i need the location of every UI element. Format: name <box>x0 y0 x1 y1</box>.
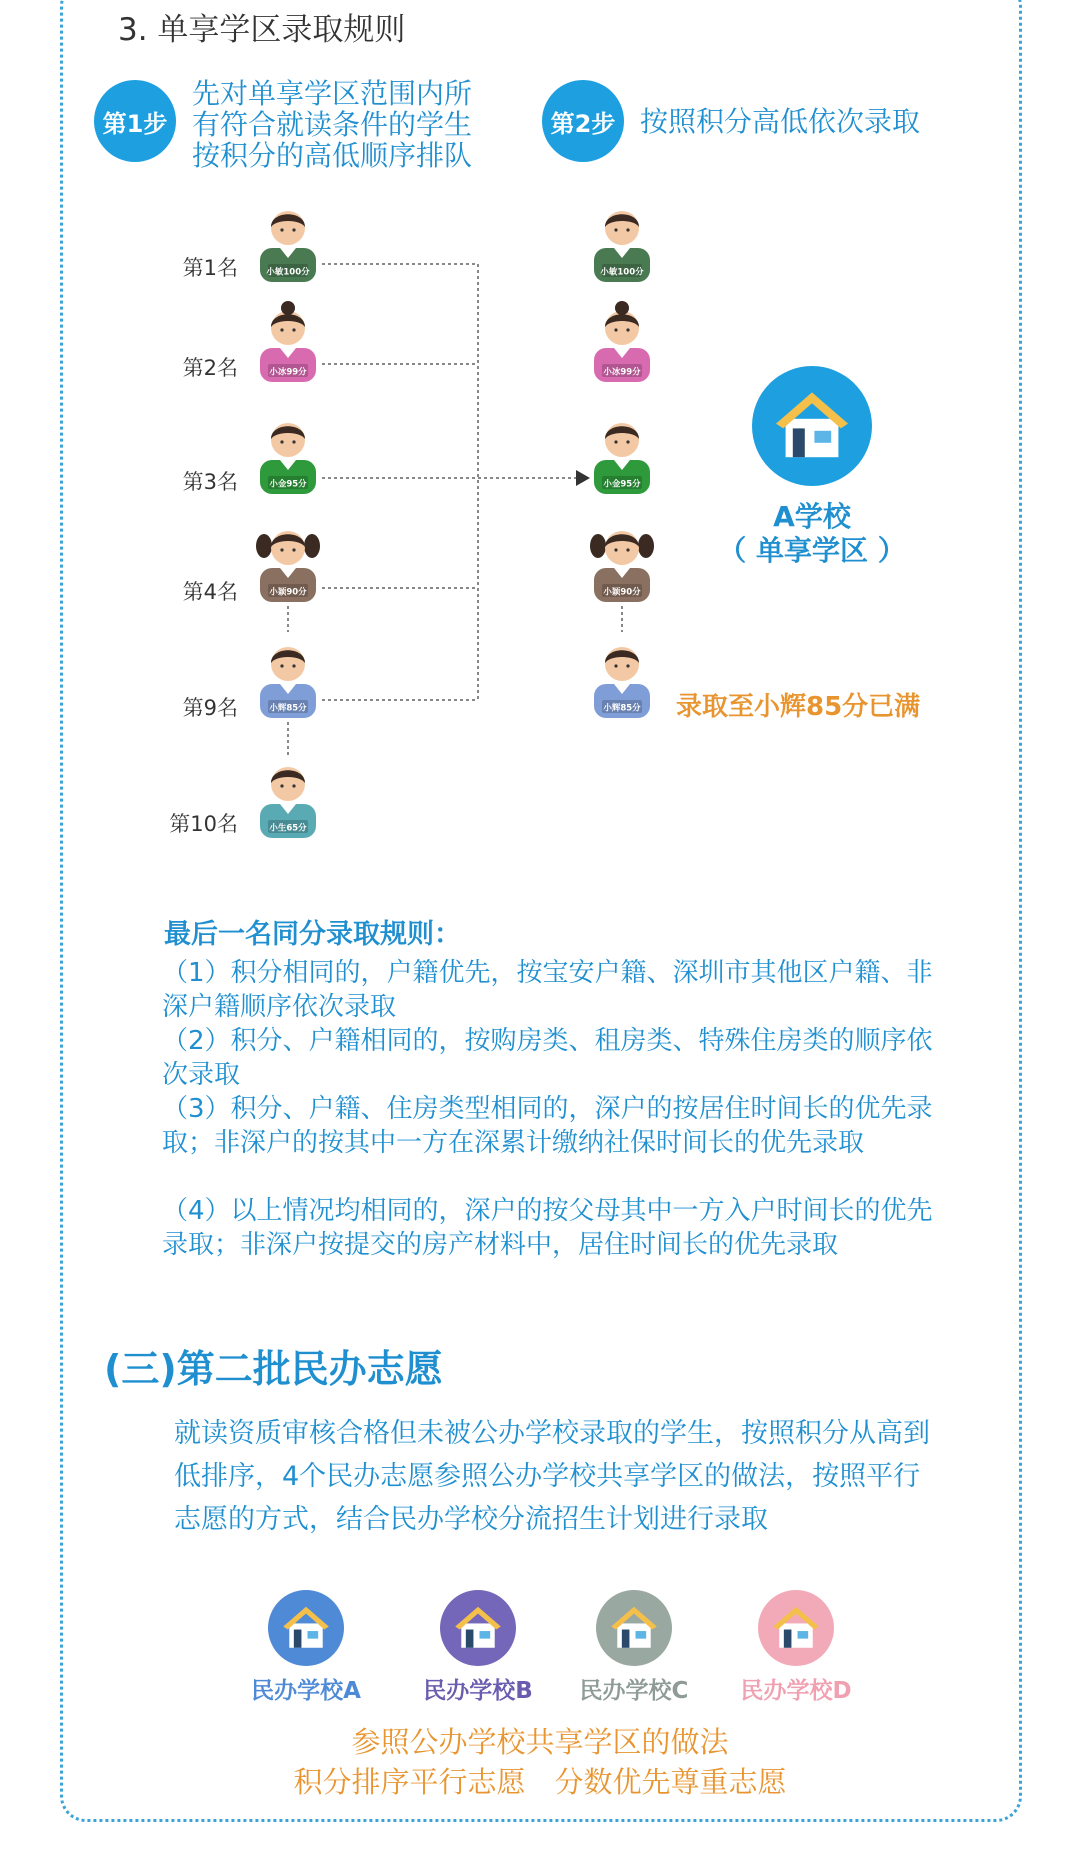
house-door <box>466 1630 474 1648</box>
name-tag: 小敏100分 <box>266 267 310 278</box>
person-icon <box>252 636 324 718</box>
eye-right <box>292 328 295 331</box>
person-icon <box>586 520 658 602</box>
school-name: A学校 <box>773 500 851 533</box>
house-icon <box>752 366 872 486</box>
house-icon <box>596 1590 672 1666</box>
student-avatar <box>252 636 324 718</box>
house-icon <box>440 1590 516 1666</box>
hair-bun <box>615 301 629 315</box>
house-window <box>814 431 831 443</box>
rule-item: （2）积分、户籍相同的，按购房类、租房类、特殊住房类的顺序依次录取 <box>162 1026 933 1090</box>
private-volunteer-paragraph: 就读资质审核合格但未被公办学校录取的学生，按照积分从高到低排序，4个民办志愿参照公办学校共享学区的做法，按照平行志愿的方式，结合民办学校分流招生计划进行录取 <box>174 1418 930 1535</box>
private-school-b-label: 民办学校B <box>423 1678 533 1704</box>
name-tag: 小敏100分 <box>600 267 644 278</box>
school-type: （ 单享学区 ） <box>718 534 906 567</box>
person-icon <box>586 636 658 718</box>
rank-label: 第9名 <box>182 696 238 720</box>
rules-title: 最后一名同分录取规则： <box>164 919 461 950</box>
eye-left <box>280 328 283 331</box>
house-window <box>308 1631 319 1639</box>
hair-bun <box>281 301 295 315</box>
footer-line-2: 积分排序平行志愿 分数优先尊重志愿 <box>293 1765 787 1799</box>
house-icon <box>758 1590 834 1666</box>
name-tag: 小生65分 <box>269 823 307 834</box>
private-school-d-label: 民办学校D <box>740 1678 852 1704</box>
student-avatar <box>252 412 324 494</box>
eye-left <box>614 440 617 443</box>
person-icon <box>586 200 658 282</box>
section-title: 3. 单享学区录取规则 <box>118 12 406 48</box>
house-door <box>784 1630 792 1648</box>
rank-label: 第4名 <box>182 580 238 604</box>
private-school-b-icon <box>440 1590 516 1666</box>
eye-left <box>614 664 617 667</box>
student-avatar <box>252 300 324 382</box>
house-door <box>294 1630 302 1648</box>
name-tag: 小辉85分 <box>269 703 307 714</box>
rank-label: 第10名 <box>169 812 238 836</box>
name-tag: 小冰99分 <box>603 367 641 378</box>
admitted-student-avatar <box>586 520 658 602</box>
rank-label: 第2名 <box>182 356 238 380</box>
eye-right <box>292 548 295 551</box>
private-school-a-icon <box>268 1590 344 1666</box>
school-house-icon <box>752 366 872 486</box>
rule-item: （3）积分、户籍、住房类型相同的，深户的按居住时间长的优先录取；非深户的按其中一方在深累计缴纳社保时间长的优先录取 <box>162 1094 933 1158</box>
pigtail-left <box>256 534 272 558</box>
name-tag: 小金95分 <box>269 479 307 490</box>
eye-left <box>280 664 283 667</box>
admitted-student-avatar <box>586 200 658 282</box>
eye-left <box>280 548 283 551</box>
step2-badge: 第2步 <box>542 80 624 162</box>
eye-left <box>614 228 617 231</box>
private-school-c-icon <box>596 1590 672 1666</box>
eye-left <box>614 548 617 551</box>
person-icon <box>252 412 324 494</box>
house-door <box>793 428 805 457</box>
eye-left <box>614 328 617 331</box>
name-tag: 小冰99分 <box>269 367 307 378</box>
eye-left <box>280 228 283 231</box>
house-window <box>480 1631 491 1639</box>
eye-right <box>292 664 295 667</box>
admitted-student-avatar <box>586 412 658 494</box>
eye-right <box>626 328 629 331</box>
house-door <box>622 1630 630 1648</box>
student-avatar <box>252 756 324 838</box>
house-icon <box>268 1590 344 1666</box>
eye-right <box>626 228 629 231</box>
pigtail-right <box>304 534 320 558</box>
eye-right <box>626 664 629 667</box>
footer-line-1: 参照公办学校共享学区的做法 <box>351 1725 729 1759</box>
private-school-c-label: 民办学校C <box>579 1678 689 1704</box>
eye-right <box>626 548 629 551</box>
person-icon <box>586 412 658 494</box>
admitted-student-avatar <box>586 636 658 718</box>
admit-note: 录取至小辉85分已满 <box>676 692 921 722</box>
person-icon <box>252 756 324 838</box>
step1-text: 先对单享学区范围内所 有符合就读条件的学生 按积分的高低顺序排队 <box>192 77 473 172</box>
house-window <box>636 1631 647 1639</box>
rank-label: 第3名 <box>182 470 238 494</box>
connector-lines <box>0 0 1080 900</box>
private-school-d-icon <box>758 1590 834 1666</box>
name-tag: 小颖90分 <box>603 587 641 598</box>
eye-left <box>280 784 283 787</box>
student-avatar <box>252 520 324 602</box>
rule-item: （1）积分相同的，户籍优先，按宝安户籍、深圳市其他区户籍、非深户籍顺序依次录取 <box>162 958 933 1022</box>
sub-heading: (三)第二批民办志愿 <box>104 1347 443 1391</box>
eye-right <box>626 440 629 443</box>
name-tag: 小颖90分 <box>269 587 307 598</box>
eye-right <box>292 440 295 443</box>
pigtail-right <box>638 534 654 558</box>
house-window <box>798 1631 809 1639</box>
eye-right <box>292 784 295 787</box>
person-icon <box>252 520 324 602</box>
name-tag: 小金95分 <box>603 479 641 490</box>
person-icon <box>252 200 324 282</box>
eye-right <box>292 228 295 231</box>
eye-left <box>280 440 283 443</box>
rule-item: （4）以上情况均相同的，深户的按父母其中一方入户时间长的优先录取；非深户按提交的房产材料中，居住时间长的优先录取 <box>162 1196 933 1260</box>
name-tag: 小辉85分 <box>603 703 641 714</box>
private-school-a-label: 民办学校A <box>251 1678 361 1704</box>
pigtail-left <box>590 534 606 558</box>
rank-label: 第1名 <box>182 256 238 280</box>
admitted-student-avatar <box>586 300 658 382</box>
student-avatar <box>252 200 324 282</box>
person-icon <box>586 300 658 382</box>
person-icon <box>252 300 324 382</box>
step1-badge: 第1步 <box>94 80 176 162</box>
step2-text: 按照积分高低依次录取 <box>640 105 921 138</box>
